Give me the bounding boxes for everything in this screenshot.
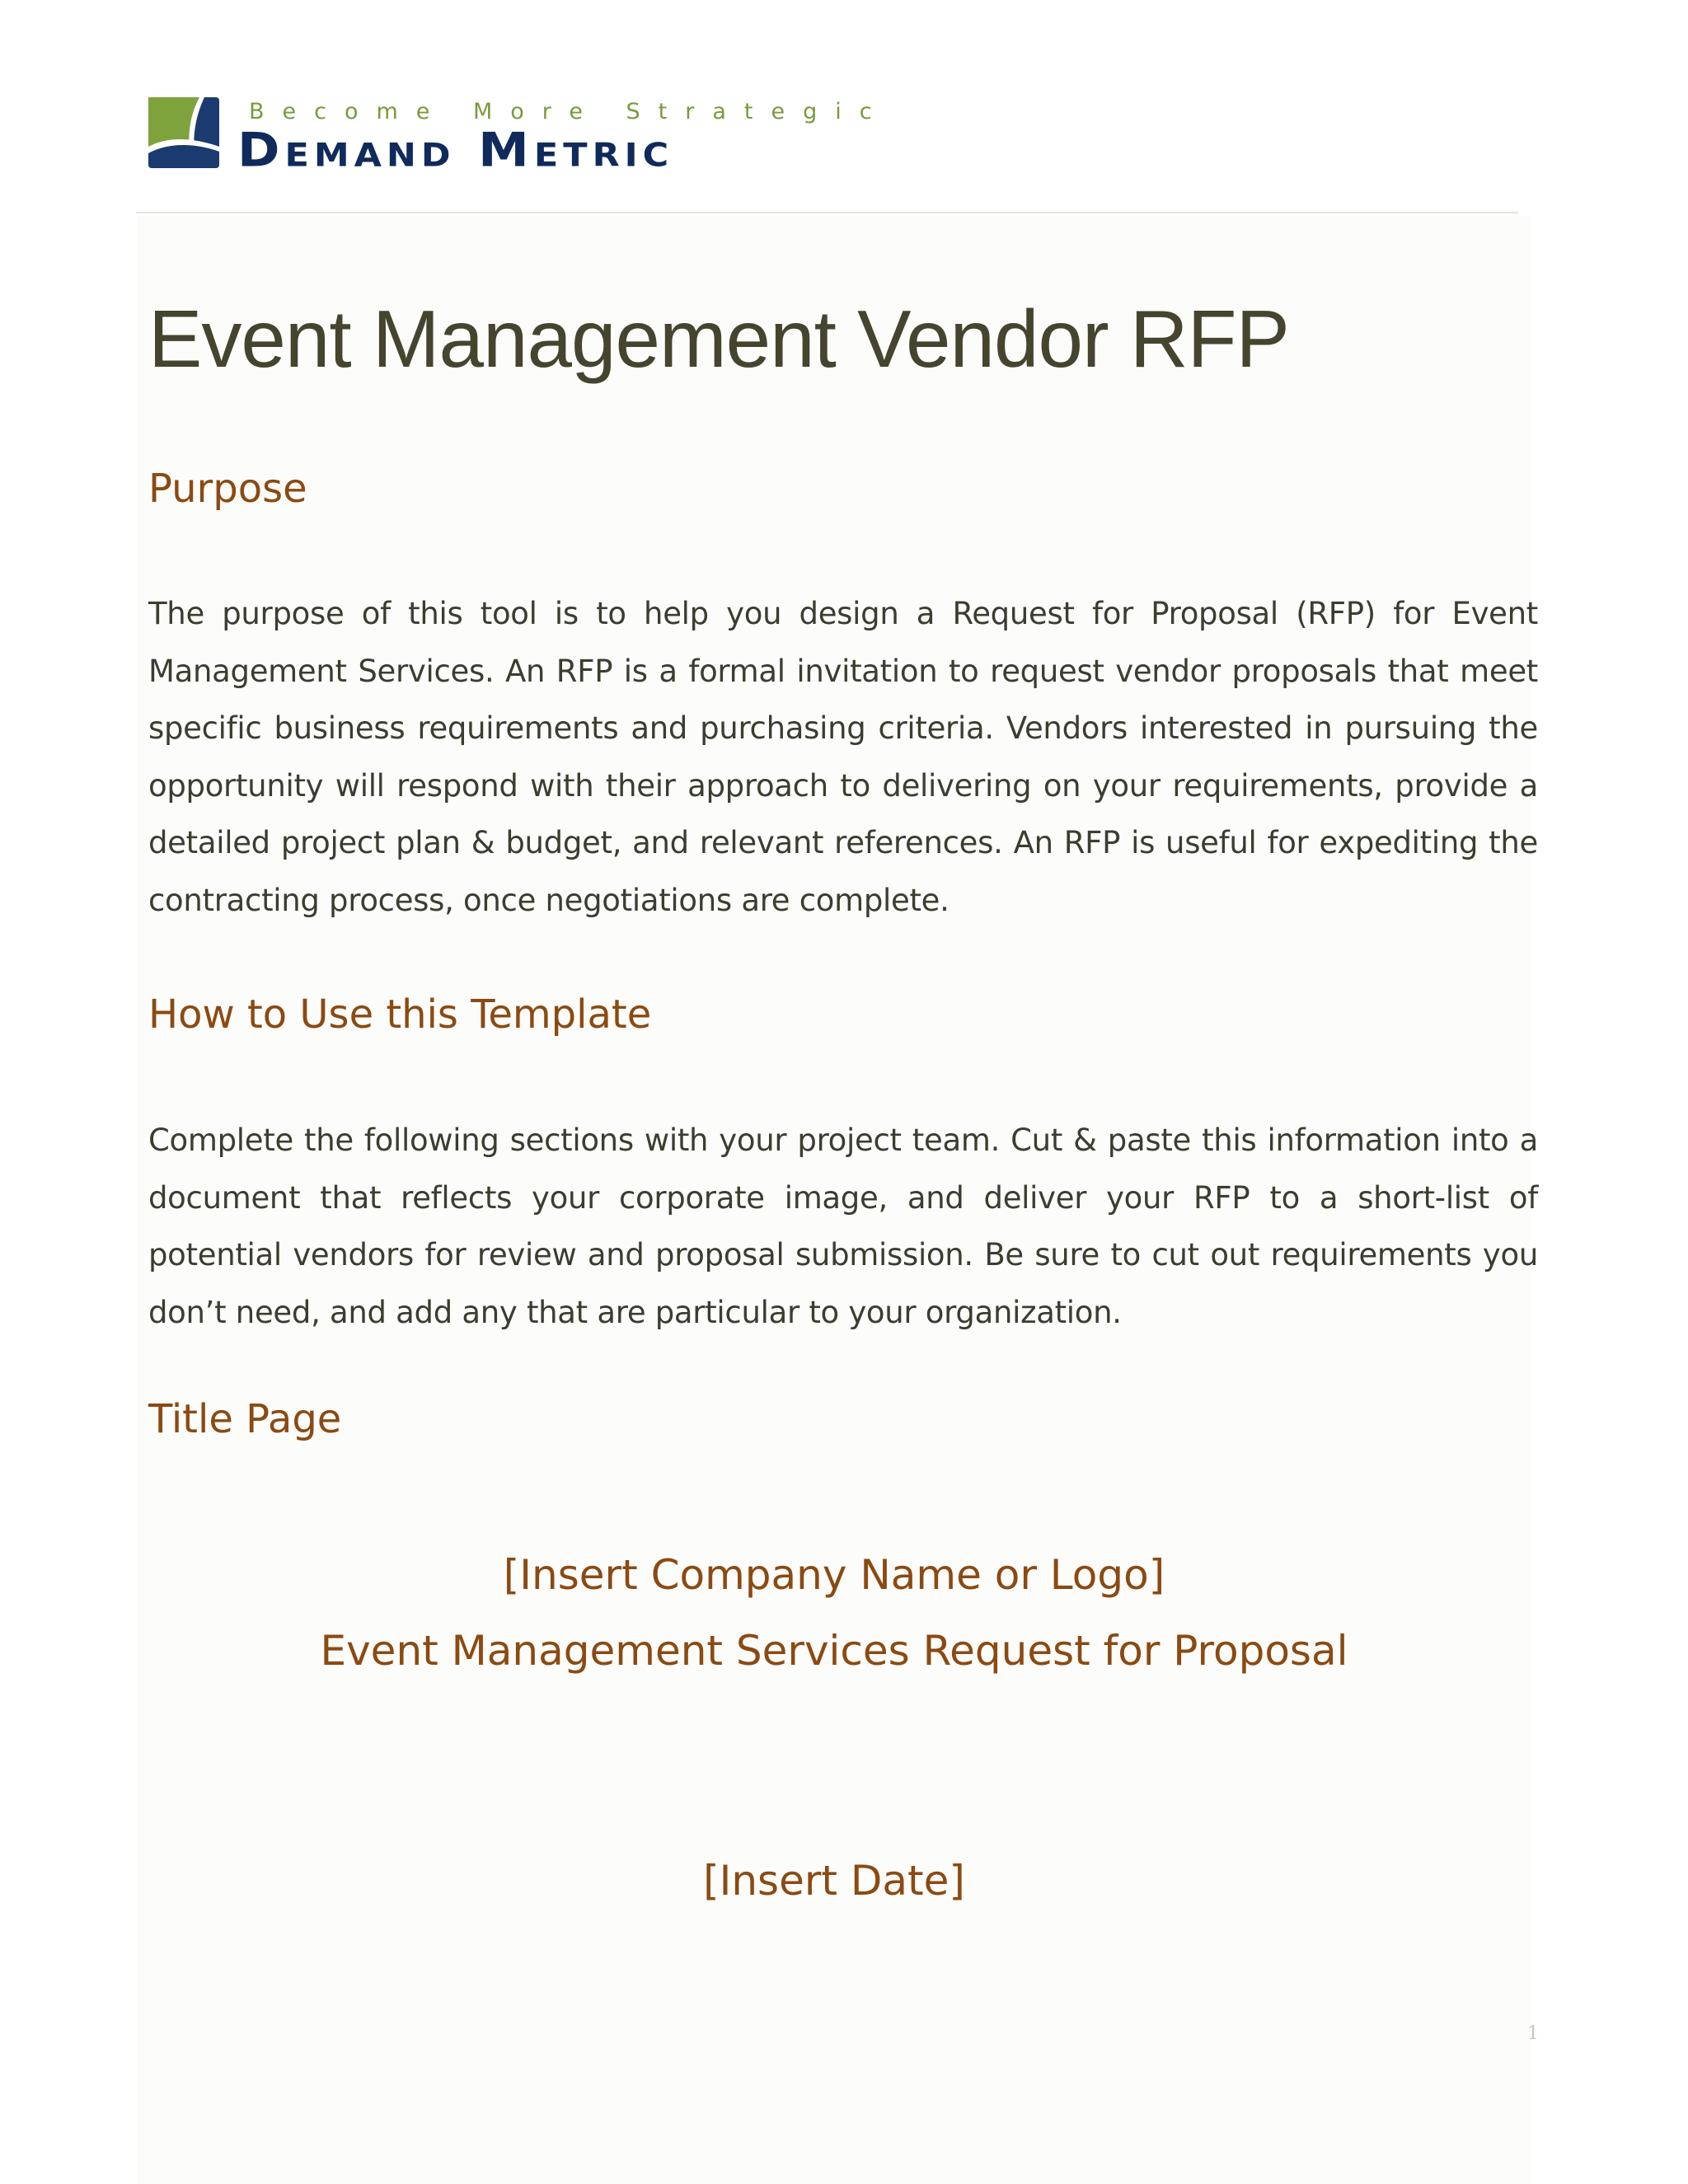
brand-wordmark <box>237 97 890 178</box>
how-to-use-paragraph: Complete the following sections with your project team. Cut & paste this information into a document that reflects your corporate image, and deliver your RFP to a short-list of potential vendors for review and proposal submission. Be sure to cut out requirements you don’t need, and add any that are particular to your organization. <box>148 1122 1538 1330</box>
purpose-heading: Purpose <box>148 466 307 512</box>
date-placeholder: [Insert Date] <box>703 1857 965 1905</box>
header-divider <box>136 212 1518 213</box>
document-title: Event Management Vendor RFP <box>148 293 1289 384</box>
page-number: 1 <box>1527 2023 1539 2044</box>
page-header <box>148 97 890 178</box>
purpose-paragraph: The purpose of this tool is to help you design a Request for Proposal (RFP) for Event Management Services. An RFP is a formal invitation to request vendor proposals that meet specific business requirements and purchasing criteria. Vendors interested in pursuing the opportunity will respond with their approach to delivering on your requirements, provide a detailed project plan & budget, and relevant references. An RFP is useful for expediting the contracting process, once negotiations are complete. <box>148 596 1538 918</box>
demand-metric-logo-icon <box>148 97 219 168</box>
company-placeholder: [Insert Company Name or Logo] <box>503 1551 1165 1599</box>
title-page-heading: Title Page <box>148 1396 342 1442</box>
how-to-use-heading: How to Use this Template <box>148 991 652 1038</box>
proposal-title: Event Management Services Request for Proposal <box>320 1627 1348 1675</box>
brand-name: Demand Metric <box>237 122 674 178</box>
brand-tagline: Become More Strategic <box>249 99 890 124</box>
